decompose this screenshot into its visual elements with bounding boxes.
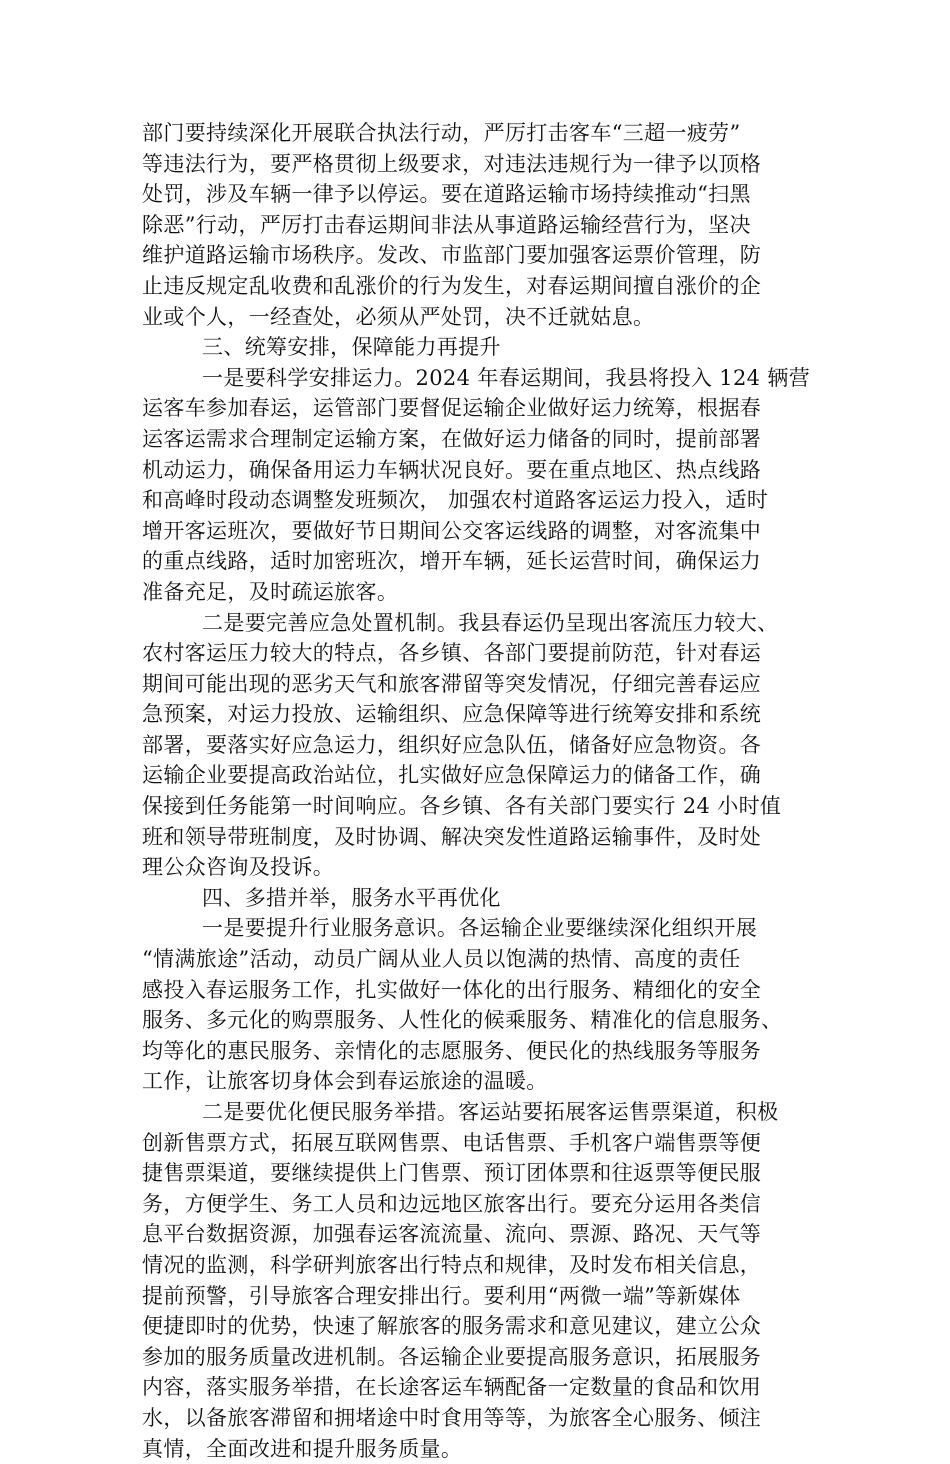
- paragraph-line: 创新售票方式，拓展互联网售票、电话售票、手机客户端售票等便: [142, 1130, 762, 1155]
- paragraph-line: 部门要持续深化开展联合执法行动，严厉打击客车“三超一疲劳”: [142, 121, 741, 145]
- paragraph-line: 业或个人，一经查处，必须从严处罚，决不迁就姑息。: [142, 304, 655, 329]
- paragraph-line: 农村客运压力较大的特点，各乡镇、各部门要提前防范，针对春运: [142, 641, 762, 666]
- paragraph-line: 均等化的惠民服务、亲情化的志愿服务、便民化的热线服务等服务: [142, 1038, 762, 1063]
- paragraph-line: 运输企业要提高政治站位，扎实做好应急保障运力的储备工作，确: [142, 763, 762, 788]
- paragraph-line: 急预案，对运力投放、运输组织、应急保障等进行统筹安排和系统: [142, 702, 762, 727]
- section-heading: 三、统筹安排，保障能力再提升: [202, 335, 501, 360]
- paragraph-line: 便捷即时的优势，快速了解旅客的服务需求和意见建议，建立公众: [142, 1314, 762, 1339]
- paragraph-line: 运客车参加春运，运管部门要督促运输企业做好运力统筹，根据春: [142, 396, 762, 421]
- paragraph-line: 和高峰时段动态调整发班频次， 加强农村道路客运运力投入，适时: [142, 488, 769, 513]
- paragraph-line: 等违法行为，要严格贯彻上级要求，对违法违规行为一律予以顶格: [142, 151, 762, 176]
- paragraph-line: 水，以备旅客滞留和拥堵途中时食用等等，为旅客全心服务、倾注: [142, 1405, 762, 1430]
- document-page: [142, 118, 814, 1464]
- paragraph-line: 内容，落实服务举措，在长途客运车辆配备一定数量的食品和饮用: [142, 1375, 762, 1400]
- paragraph-line: 部署，要落实好应急运力，组织好应急队伍，储备好应急物资。各: [142, 732, 762, 757]
- paragraph-line: 一是要科学安排运力。2024 年春运期间，我县将投入 124 辆营: [202, 365, 811, 390]
- section-heading: 四、多措并举，服务水平再优化: [202, 885, 501, 910]
- paragraph-line: 提前预警，引导旅客合理安排出行。要利用“两微一端”等新媒体: [142, 1283, 741, 1308]
- paragraph-line: 增开客运班次，要做好节日期间公交客运线路的调整，对客流集中: [142, 518, 762, 543]
- paragraph-line: 服务、多元化的购票服务、人性化的候乘服务、精准化的信息服务、: [142, 1008, 783, 1033]
- paragraph-line: 班和领导带班制度，及时协调、解决突发性道路运输事件，及时处: [142, 824, 762, 849]
- paragraph-line: 感投入春运服务工作，扎实做好一体化的出行服务、精细化的安全: [142, 977, 762, 1002]
- paragraph-line: 二是要完善应急处置机制。我县春运仍呈现出客流压力较大、: [202, 610, 779, 635]
- paragraph-line: 二是要优化便民服务举措。客运站要拓展客运售票渠道，积极: [202, 1100, 779, 1124]
- paragraph-line: 止违反规定乱收费和乱涨价的行为发生，对春运期间擅自涨价的企: [142, 273, 762, 298]
- paragraph-line: 期间可能出现的恶劣天气和旅客滞留等突发情况，仔细完善春运应: [142, 671, 762, 696]
- paragraph-line: 真情，全面改进和提升服务质量。: [142, 1436, 463, 1461]
- paragraph-line: 一是要提升行业服务意识。各运输企业要继续深化组织开展: [202, 916, 758, 941]
- paragraph-line: 捷售票渠道，要继续提供上门售票、预订团体票和往返票等便民服: [142, 1161, 762, 1186]
- paragraph-line: 运客运需求合理制定运输方案，在做好运力储备的同时，提前部署: [142, 426, 762, 451]
- paragraph-line: 理公众咨询及投诉。: [142, 855, 335, 880]
- paragraph-line: 维护道路运输市场秩序。发改、市监部门要加强客运票价管理，防: [142, 243, 762, 268]
- paragraph-line: 息平台数据资源，加强春运客流流量、流向、票源、路况、天气等: [142, 1222, 762, 1247]
- paragraph-line: 机动运力，确保备用运力车辆状况良好。要在重点地区、热点线路: [142, 457, 762, 482]
- paragraph-line: 务，方便学生、务工人员和边远地区旅客出行。要充分运用各类信: [142, 1191, 762, 1216]
- paragraph-line: 除恶”行动，严厉打击春运期间非法从事道路运输经营行为，坚决: [142, 212, 751, 237]
- paragraph-line: 情况的监测，科学研判旅客出行特点和规律，及时发布相关信息，: [142, 1252, 762, 1277]
- paragraph-line: 参加的服务质量改进机制。各运输企业要提高服务意识，拓展服务: [142, 1344, 762, 1369]
- paragraph-line: 保接到任务能第一时间响应。各乡镇、各有关部门要实行 24 小时值: [142, 794, 782, 819]
- paragraph-line: 的重点线路，适时加密班次，增开车辆，延长运营时间，确保运力: [142, 549, 762, 574]
- paragraph-line: 工作，让旅客切身体会到春运旅途的温暖。: [142, 1069, 548, 1094]
- paragraph-line: 准备充足，及时疏运旅客。: [142, 579, 399, 604]
- paragraph-line: “情满旅途”活动，动员广阔从业人员以饱满的热情、高度的责任: [142, 947, 741, 972]
- paragraph-line: 处罚，涉及车辆一律予以停运。要在道路运输市场持续推动“扫黑: [142, 182, 751, 207]
